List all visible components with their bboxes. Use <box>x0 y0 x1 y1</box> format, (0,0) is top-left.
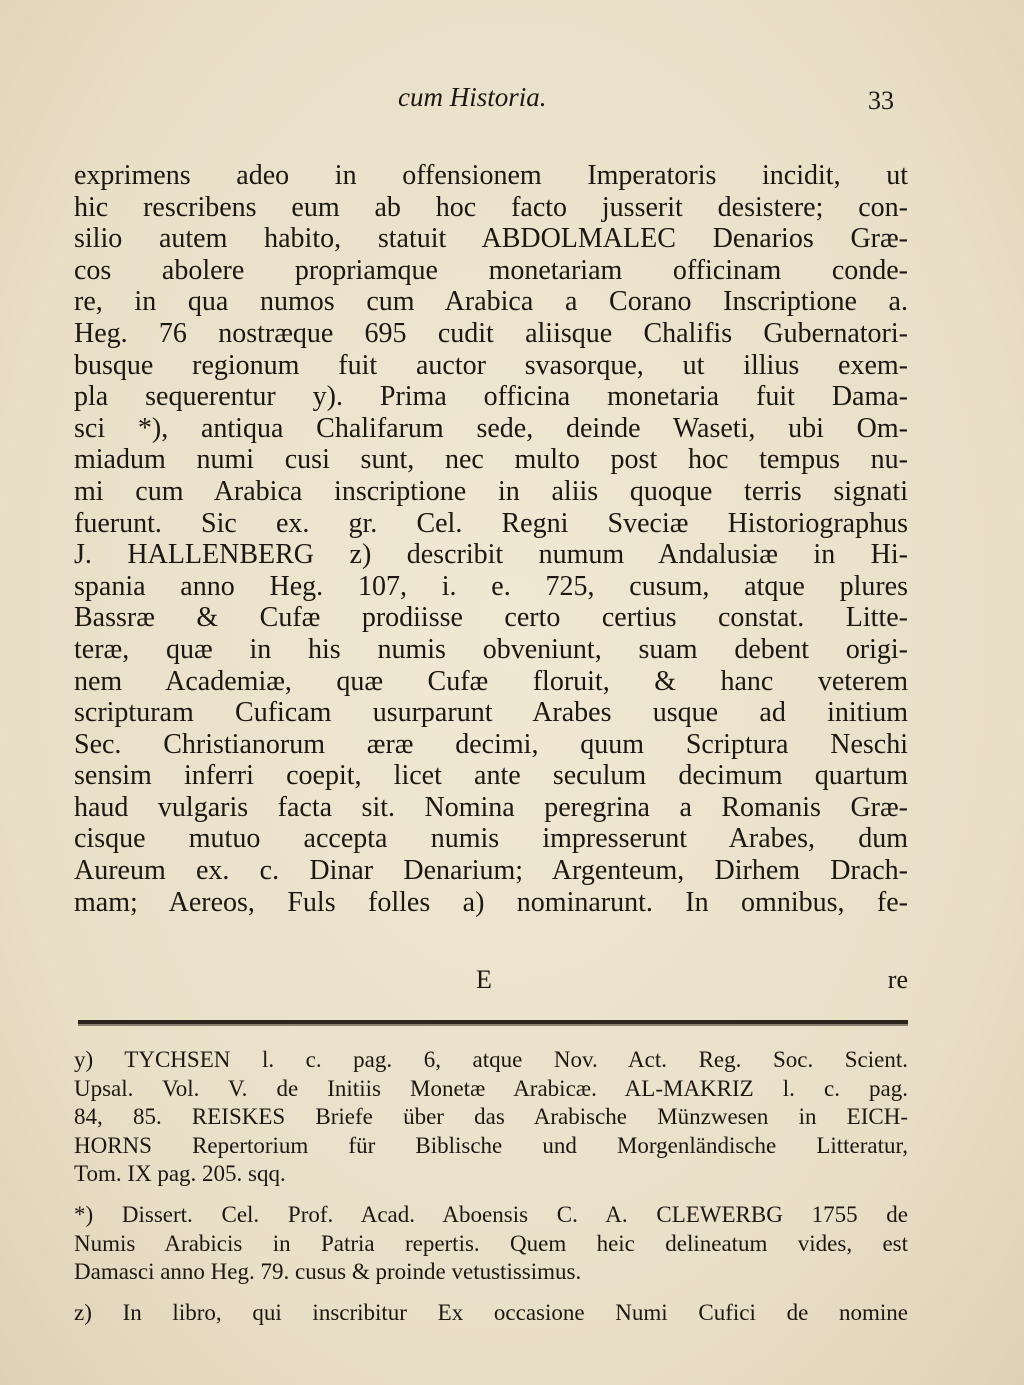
footnote-line: z) In libro, qui inscribitur Ex occasione Numi Cufici de nomine <box>74 1299 908 1325</box>
text-line: silio autem habito, statuit ABDOLMALEC Denarios Græ- <box>74 223 908 255</box>
text-line: busque regionum fuit auctor svasorque, ut illius exem- <box>74 349 908 381</box>
catchword: re <box>887 965 908 994</box>
text-line: J. HALLENBERG z) describit numum Andalusiæ in Hi- <box>74 539 908 571</box>
footnote-rule <box>78 1020 908 1024</box>
text-line: Aureum ex. c. Dinar Denarium; Argenteum, Dirhem Drach- <box>74 855 908 887</box>
footnote-line: Upsal. Vol. V. de Initiis Monetæ Arabicæ. AL-MAKRIZ l. c. pag. <box>74 1075 908 1101</box>
text-line: cos abolere propriamque monetariam officinam conde- <box>74 254 908 286</box>
text-line: Bassræ & Cufæ prodiisse certo certius constat. Litte- <box>74 602 908 634</box>
footnote-line: HORNS Repertorium für Biblische und Morgenländische Litteratur, <box>74 1132 908 1158</box>
footnote-line: 84, 85. REISKES Briefe über das Arabische Münzwesen in EICH- <box>74 1104 908 1130</box>
text-line: mi cum Arabica inscriptione in aliis quoque terris signati <box>74 475 908 507</box>
text-line: re, in qua numos cum Arabica a Corano Inscriptione a. <box>74 286 908 318</box>
text-line: scripturam Cuficam usurparunt Arabes usque ad initium <box>74 697 908 729</box>
text-line: hic rescribens eum ab hoc facto jusserit desistere; con- <box>74 191 908 223</box>
text-line: sensim inferri coepit, licet ante seculum decimum quartum <box>74 760 908 792</box>
footnote-line: y) TYCHSEN l. c. pag. 6, atque Nov. Act. Reg. Soc. Scient. <box>74 1047 908 1072</box>
footnote-y <box>74 1046 908 1189</box>
footnote-line: Tom. IX pag. 205. sqq. <box>74 1161 286 1187</box>
text-line: mam; Aereos, Fuls folles a) nominarunt. In omnibus, fe- <box>74 886 908 918</box>
running-title: cum Historia. <box>398 82 547 112</box>
running-head <box>0 82 1024 122</box>
text-line: teræ, quæ in his numis obveniunt, suam debent origi- <box>74 633 908 665</box>
text-line: pla sequerentur y). Prima officina monetaria fuit Dama- <box>74 381 908 413</box>
text-line: sci *), antiqua Chalifarum sede, deinde Waseti, ubi Om- <box>74 412 908 444</box>
main-text-block <box>74 160 908 918</box>
text-line: fuerunt. Sic ex. gr. Cel. Regni Sveciæ Historiographus <box>74 507 908 539</box>
text-line: Heg. 76 nostræque 695 cudit aliisque Chalifis Gubernatori- <box>74 317 908 349</box>
text-line: miadum numi cusi sunt, nec multo post hoc tempus nu- <box>74 444 908 476</box>
footnote-line: *) Dissert. Cel. Prof. Acad. Aboensis C. A. CLEWERBG 1755 de <box>74 1201 908 1227</box>
text-line: nem Academiæ, quæ Cufæ floruit, & hanc veterem <box>74 665 908 697</box>
footnote-z <box>74 1299 908 1328</box>
footnote-line: Numis Arabicis in Patria repertis. Quem heic delineatum vides, est <box>74 1230 908 1256</box>
page-number: 33 <box>868 86 894 115</box>
text-line: Sec. Christianorum æræ decimi, quum Scriptura Neschi <box>74 728 908 760</box>
text-line: exprimens adeo in offensionem Imperatoris incidit, ut <box>74 160 908 191</box>
text-line: cisque mutuo accepta numis impresserunt Arabes, dum <box>74 823 908 855</box>
catchline <box>74 965 908 997</box>
footnotes <box>74 1046 908 1327</box>
signature-mark: E <box>476 965 492 994</box>
text-line: spania anno Heg. 107, i. e. 725, cusum, atque plures <box>74 570 908 602</box>
text-line: haud vulgaris facta sit. Nomina peregrina a Romanis Græ- <box>74 791 908 823</box>
footnote-star <box>74 1201 908 1287</box>
footnote-line: Damasci anno Heg. 79. cusus & proinde vetustissimus. <box>74 1259 582 1285</box>
